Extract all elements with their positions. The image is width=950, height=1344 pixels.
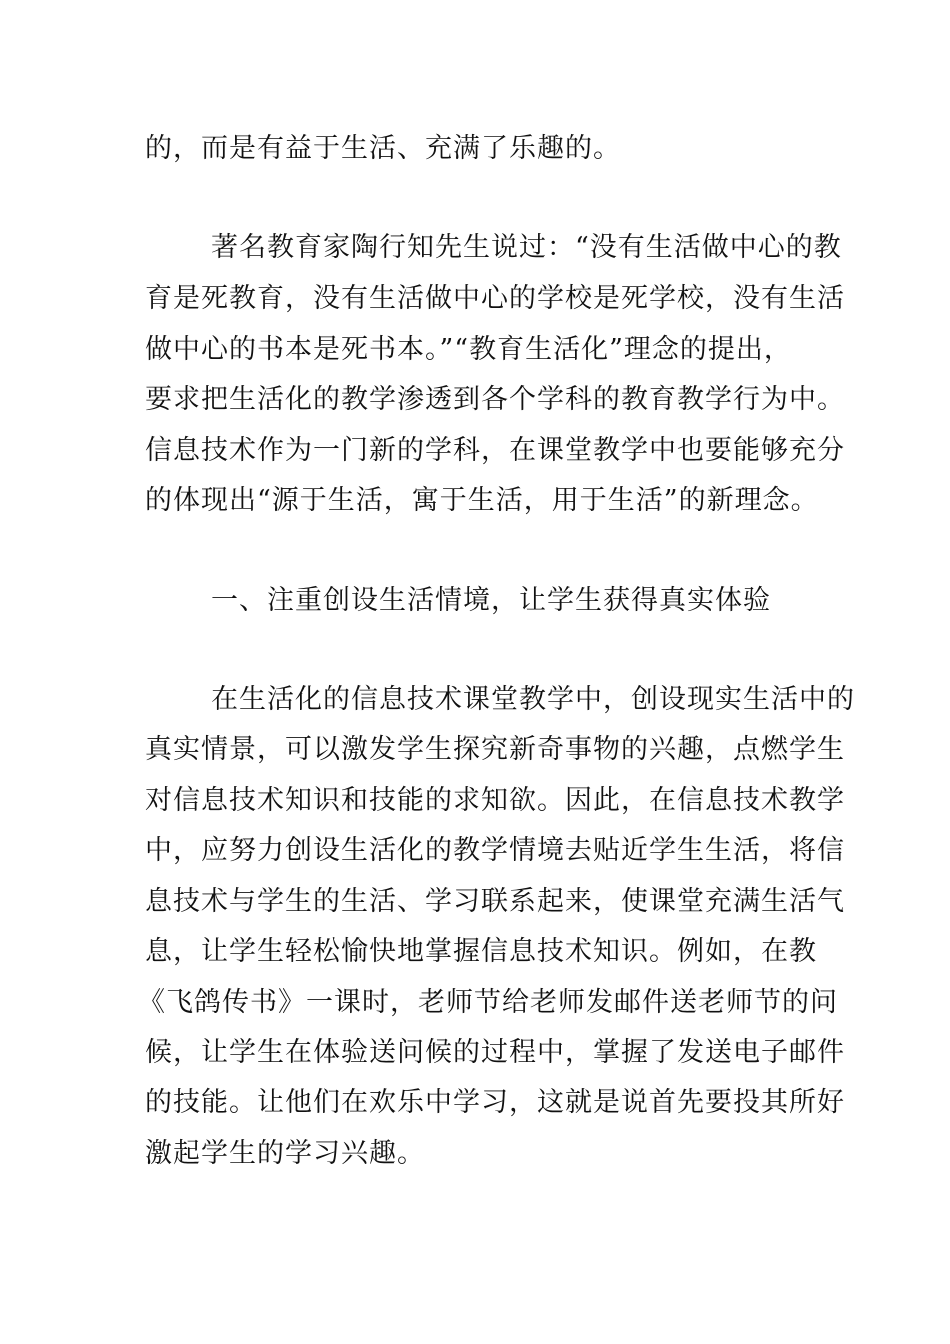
paragraph-continuation-line: 的，而是有益于生活、充满了乐趣的。 [145, 133, 621, 164]
paragraph-line: 在生活化的信息技术课堂教学中，创设现实生活中的 [211, 684, 855, 715]
paragraph-line: 《飞鸽传书》一课时，老师节给老师发邮件送老师节的问 [138, 987, 838, 1018]
paragraph-line: 候，让学生在体验送问候的过程中，掌握了发送电子邮件 [145, 1037, 845, 1068]
paragraph-line: 息，让学生轻松愉快地掌握信息技术知识。例如，在教 [145, 936, 817, 967]
paragraph-line: 的技能。让他们在欢乐中学习，这就是说首先要投其所好 [145, 1087, 845, 1118]
paragraph-line: 息技术与学生的生活、学习联系起来，使课堂充满生活气 [145, 886, 845, 917]
paragraph-line: 中，应努力创设生活化的教学情境去贴近学生生活，将信 [145, 835, 845, 866]
paragraph-line: 做中心的书本是死书本。”“教育生活化”理念的提出， [145, 334, 792, 365]
paragraph-line: 对信息技术知识和技能的求知欲。因此，在信息技术教学 [145, 785, 845, 816]
paragraph-line: 的体现出“源于生活，寓于生活，用于生活”的新理念。 [145, 485, 819, 516]
paragraph-line: 著名教育家陶行知先生说过：“没有生活做中心的教 [211, 232, 842, 263]
section-heading: 一、注重创设生活情境，让学生获得真实体验 [211, 585, 771, 616]
paragraph-line: 激起学生的学习兴趣。 [145, 1138, 425, 1169]
paragraph-line: 要求把生活化的教学渗透到各个学科的教育教学行为中。 [145, 384, 845, 415]
paragraph-line: 信息技术作为一门新的学科，在课堂教学中也要能够充分 [145, 435, 845, 466]
paragraph-line: 育是死教育，没有生活做中心的学校是死学校，没有生活 [145, 283, 845, 314]
paragraph-line: 真实情景，可以激发学生探究新奇事物的兴趣，点燃学生 [145, 734, 845, 765]
